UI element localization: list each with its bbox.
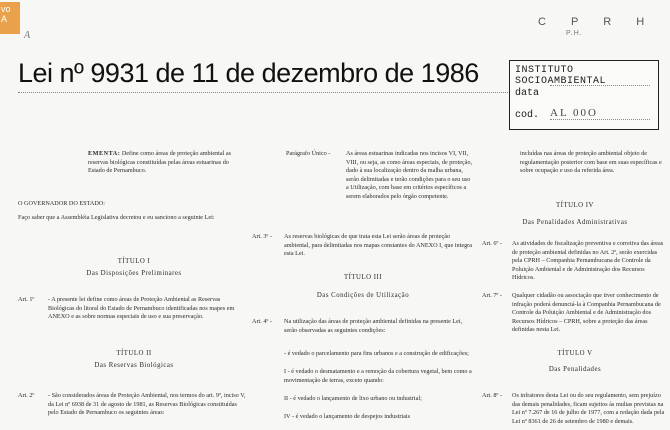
archive-tag: vo A <box>0 2 20 34</box>
art-3-text: As reservas biológicas de que trata esta Lei serão áreas de proteção ambiental, para delimitadas nos mapas constantes do ANEXO I, que integra esta Lei. <box>284 233 472 258</box>
art-4-item-4: IV - é vedado o lançamento de despejos industriais <box>284 413 411 420</box>
stamp-title: INSTITUTO SOCIOAMBIENTAL <box>515 65 607 87</box>
art-4-item-2: I - é vedado o desmatamento e a remoção da cobertura vegetal, bem como a movimentação de terras, exceto quando: <box>284 368 472 384</box>
titulo-2-sub: Das Reservas Biológicas <box>94 362 174 369</box>
stamp-cod-label: cod. <box>515 110 540 121</box>
header-agency-letters: C P R H <box>538 16 656 28</box>
paragrafo-unico-text: As áreas estuarinas indicadas nos incisos VI, VII, VIII, ou seja, as como áreas especiais, de proteção, dado à sua localização dentro da malha urbana, serão delimitadas e terão condições para o seu uso a Utilização, com base em critérios específicos a serem elaborados pelo órgão competente. <box>346 150 473 200</box>
art-6-number: Art. 6º - <box>482 240 502 247</box>
art-8-number: Art. 8º - <box>482 392 502 399</box>
titulo-3-sub: Das Condições de Utilização <box>316 292 410 299</box>
art-3-number: Art. 3º - <box>252 233 272 240</box>
decree-line: Faço saber que a Assembléia Legislativa decretou e eu sanciono a seguinte Lei: <box>18 214 215 221</box>
ementa-text: Define como áreas de proteção ambiental as reservas biológicas constituídas pelas áreas estuarinas do Estado de Pernambuco. <box>88 150 232 175</box>
art-7-number: Art. 7º - <box>482 292 502 299</box>
col3-top-text: incluídas nas áreas de proteção ambiental objeto de regulamentação posterior com base em suas específicas e sobre ocupação e uso da referida área. <box>520 150 662 175</box>
titulo-2: TÍTULO II <box>116 350 152 357</box>
titulo-4-sub: Das Penalidades Administrativas <box>522 219 628 226</box>
page-title: Lei nº 9931 de 11 de dezembro de 1986 <box>18 58 479 88</box>
stamp-data-label: data <box>515 88 540 99</box>
stamp-data-value <box>550 85 650 86</box>
titulo-1-sub: Das Disposições Preliminares <box>86 270 182 277</box>
titulo-1: TÍTULO I <box>117 258 151 265</box>
art-2-text: - São considerados áreas de Proteção Ambiental, nos termos do art. 9º, inciso V, da Lei nº 6938 de 31 de agosto de 1981, as Reservas Biológicas constituídas pelo Estado de Pernambuco os seguintes áreas: <box>48 392 246 417</box>
art-8-text: Os infratores desta Lei ou do seu regulamento, sem prejuízo das demais penalidades, ficam sujeitos às multas previstas na Lei nº 7.267 de 16 de julho de 1977, com a redação dada pela Lei nº 8361 de 26 de setembro de 1980 e demais. <box>512 392 665 425</box>
art-4-number: Art. 4º - <box>252 318 272 325</box>
titulo-4: TÍTULO IV <box>556 202 594 209</box>
ementa-label: EMENTA: <box>88 150 121 157</box>
title-rule <box>18 92 508 93</box>
governor-line: O GOVERNADOR DO ESTADO: <box>18 200 105 207</box>
art-4-item-3: II - é vedado o lançamento de lixo urbano ou industrial; <box>284 395 422 402</box>
titulo-5-sub: Das Penalidades <box>548 366 602 373</box>
art-6-text: As atividades de fiscalização preventiva e corretiva das áreas de proteção ambiental definidas no Art. 2º, serão exercidas pela CPRH – Companhia Pernambucana de Controle da Poluição Ambiental e de Administração dos Recursos Hídricos. <box>512 240 664 282</box>
titulo-5: TÍTULO V <box>557 350 593 357</box>
paragrafo-unico-label: Parágrafo Único - <box>286 150 331 157</box>
art-1-text: - A presente lei define como áreas de Proteção Ambiental as Reservas Biológicas do litoral do Estado de Pernambuco identificadas nos mapes em ANEXO e as sobre normas especiais de uso e sua preservação. <box>48 296 235 321</box>
art-4-item-1: - é vedado o parcelamento para fins urbanos e a construção de edificações; <box>284 350 469 357</box>
art-1-number: Art. 1º <box>18 296 35 303</box>
art-7-text: Qualquer cidadão ou associação que tiver conhecimento de infração poderá denunciá-la à Companhia Pernambucana de Controle da Poluição Ambiental e de Administração dos Recursos Hídricos – CPRH, sobre a proteção das áreas definidas nesta Lei. <box>512 292 661 334</box>
header-agency-sub: P.H. <box>566 30 583 37</box>
handwritten-mark: A <box>24 30 31 41</box>
institute-stamp <box>509 60 659 130</box>
art-4-text: Na utilização das áreas de proteção ambiental definidas na presente Lei, serão observadas as seguintes condições: <box>284 318 463 334</box>
titulo-3: TÍTULO III <box>343 274 383 281</box>
art-2-number: Art. 2º <box>18 392 35 399</box>
stamp-cod-value: AL 00O <box>550 107 650 120</box>
